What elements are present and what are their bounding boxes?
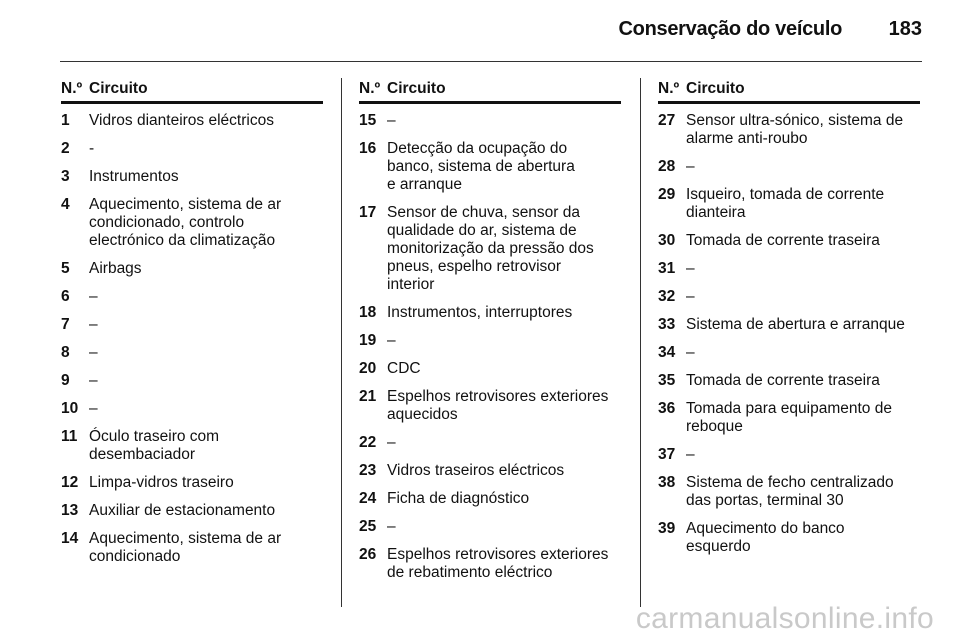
circuit-description: Ficha de diagnóstico — [387, 490, 530, 507]
table-row — [61, 400, 323, 418]
table-row — [658, 372, 920, 390]
column-header-number: N.º — [359, 80, 381, 97]
table-row — [61, 372, 323, 390]
fuse-number: 10 — [61, 400, 79, 417]
column-divider — [341, 78, 342, 607]
table-row — [658, 158, 920, 176]
fuse-number: 3 — [61, 168, 70, 185]
circuit-description: – — [387, 112, 396, 129]
fuse-number: 20 — [359, 360, 377, 377]
fuse-number: 23 — [359, 462, 377, 479]
fuse-rows — [658, 112, 920, 556]
fuse-number: 30 — [658, 232, 676, 249]
table-row — [359, 204, 621, 294]
table-row — [658, 288, 920, 306]
circuit-description: Sistema de fecho centralizado das portas, terminal 30 — [686, 474, 894, 509]
table-row — [61, 474, 323, 492]
table-row — [61, 428, 323, 464]
circuit-description: – — [89, 400, 98, 417]
circuit-description: Espelhos retrovisores exteriores de rebatimento eléctrico — [387, 546, 609, 581]
circuit-description: Instrumentos, interruptores — [387, 304, 573, 321]
table-row — [61, 168, 323, 186]
table-row — [61, 112, 323, 130]
fuse-number: 16 — [359, 140, 377, 157]
circuit-description: CDC — [387, 360, 421, 377]
circuit-description: – — [686, 288, 695, 305]
fuse-number: 32 — [658, 288, 676, 305]
table-row — [61, 344, 323, 362]
table-row — [658, 232, 920, 250]
page-number: 183 — [888, 18, 922, 40]
circuit-description: Isqueiro, tomada de corrente dianteira — [686, 186, 885, 221]
fuse-number: 2 — [61, 140, 70, 157]
fuse-number: 21 — [359, 388, 377, 405]
fuse-number: 8 — [61, 344, 70, 361]
table-row — [658, 474, 920, 510]
fuse-number: 34 — [658, 344, 676, 361]
fuse-number: 18 — [359, 304, 377, 321]
table-row — [61, 316, 323, 334]
fuse-number: 31 — [658, 260, 676, 277]
fuse-number: 4 — [61, 196, 70, 213]
table-row — [658, 446, 920, 464]
fuse-number: 27 — [658, 112, 676, 129]
table-row — [658, 400, 920, 436]
table-row — [658, 344, 920, 362]
table-row — [359, 462, 621, 480]
circuit-description: – — [686, 344, 695, 361]
fuse-number: 36 — [658, 400, 676, 417]
circuit-description: Tomada de corrente traseira — [686, 372, 880, 389]
column-header-circuit: Circuito — [686, 80, 745, 97]
circuit-description: Detecção da ocupação do banco, sistema de abertura e arranque — [387, 140, 575, 193]
fuse-number: 17 — [359, 204, 377, 221]
column-header-number: N.º — [658, 80, 680, 97]
column-divider — [640, 78, 641, 607]
fuse-number: 9 — [61, 372, 70, 389]
watermark: carmanualsonline.info — [635, 602, 934, 635]
table-row — [61, 530, 323, 566]
table-row — [61, 196, 323, 250]
table-row — [658, 186, 920, 222]
circuit-description: Óculo traseiro com desembaciador — [89, 428, 220, 463]
fuse-number: 11 — [61, 428, 78, 445]
circuit-description: Tomada de corrente traseira — [686, 232, 880, 249]
circuit-description: - — [89, 140, 95, 157]
column-header — [61, 78, 323, 104]
table-row — [359, 388, 621, 424]
fuse-number: 5 — [61, 260, 70, 277]
table-row — [359, 490, 621, 508]
fuse-number: 13 — [61, 502, 79, 519]
fuse-number: 33 — [658, 316, 676, 333]
circuit-description: – — [89, 344, 98, 361]
circuit-description: – — [686, 446, 695, 463]
fuse-number: 26 — [359, 546, 377, 563]
table-row — [359, 518, 621, 536]
table-row — [359, 360, 621, 378]
table-row — [61, 140, 323, 158]
column-header-circuit: Circuito — [89, 80, 148, 97]
table-row — [658, 520, 920, 556]
table-row — [359, 140, 621, 194]
circuit-description: Airbags — [89, 260, 142, 277]
page-title: Conservação do veículo — [618, 18, 842, 40]
fuse-number: 1 — [61, 112, 70, 129]
fuse-number: 24 — [359, 490, 377, 507]
fuse-table-column-3 — [658, 78, 920, 566]
table-row — [359, 332, 621, 350]
column-header-circuit: Circuito — [387, 80, 446, 97]
circuit-description: – — [387, 332, 396, 349]
circuit-description: Sistema de abertura e arranque — [686, 316, 905, 333]
circuit-description: Limpa-vidros traseiro — [89, 474, 234, 491]
circuit-description: Aquecimento, sistema de ar condicionado — [89, 530, 282, 565]
circuit-description: – — [686, 260, 695, 277]
column-header-number: N.º — [61, 80, 83, 97]
column-header — [359, 78, 621, 104]
circuit-description: Vidros traseiros eléctricos — [387, 462, 565, 479]
table-row — [658, 112, 920, 148]
page-header — [60, 0, 922, 62]
circuit-description: Sensor de chuva, sensor da qualidade do ar, sistema de monitorização da pressão dos pneus, espelho retrovisor interior — [387, 204, 594, 293]
fuse-number: 19 — [359, 332, 377, 349]
circuit-description: – — [387, 434, 396, 451]
fuse-number: 25 — [359, 518, 377, 535]
circuit-description: – — [387, 518, 396, 535]
circuit-description: – — [89, 372, 98, 389]
fuse-number: 28 — [658, 158, 676, 175]
table-row — [359, 304, 621, 322]
circuit-description: Auxiliar de estacionamento — [89, 502, 276, 519]
table-row — [61, 288, 323, 306]
table-row — [359, 546, 621, 582]
column-header — [658, 78, 920, 104]
fuse-rows — [61, 112, 323, 566]
table-row — [61, 260, 323, 278]
circuit-description: Aquecimento, sistema de ar condicionado, controlo electrónico da climatização — [89, 196, 282, 249]
circuit-description: Sensor ultra-sónico, sistema de alarme anti-roubo — [686, 112, 904, 147]
circuit-description: – — [89, 288, 98, 305]
fuse-number: 37 — [658, 446, 676, 463]
circuit-description: Vidros dianteiros eléctricos — [89, 112, 274, 129]
circuit-description: Tomada para equipamento de reboque — [686, 400, 892, 435]
circuit-description: – — [89, 316, 98, 333]
fuse-number: 12 — [61, 474, 79, 491]
circuit-description: Instrumentos — [89, 168, 179, 185]
fuse-number: 7 — [61, 316, 70, 333]
fuse-number: 14 — [61, 530, 79, 547]
fuse-table-column-2 — [359, 78, 621, 592]
fuse-number: 15 — [359, 112, 377, 129]
table-row — [359, 112, 621, 130]
fuse-number: 29 — [658, 186, 676, 203]
table-row — [658, 316, 920, 334]
fuse-table-column-1 — [61, 78, 323, 576]
circuit-description: Aquecimento do banco esquerdo — [686, 520, 845, 555]
fuse-number: 39 — [658, 520, 676, 537]
table-row — [658, 260, 920, 278]
fuse-rows — [359, 112, 621, 582]
fuse-number: 35 — [658, 372, 676, 389]
table-row — [61, 502, 323, 520]
fuse-number: 38 — [658, 474, 676, 491]
circuit-description: Espelhos retrovisores exteriores aquecidos — [387, 388, 609, 423]
table-row — [359, 434, 621, 452]
circuit-description: – — [686, 158, 695, 175]
fuse-number: 6 — [61, 288, 70, 305]
fuse-number: 22 — [359, 434, 377, 451]
